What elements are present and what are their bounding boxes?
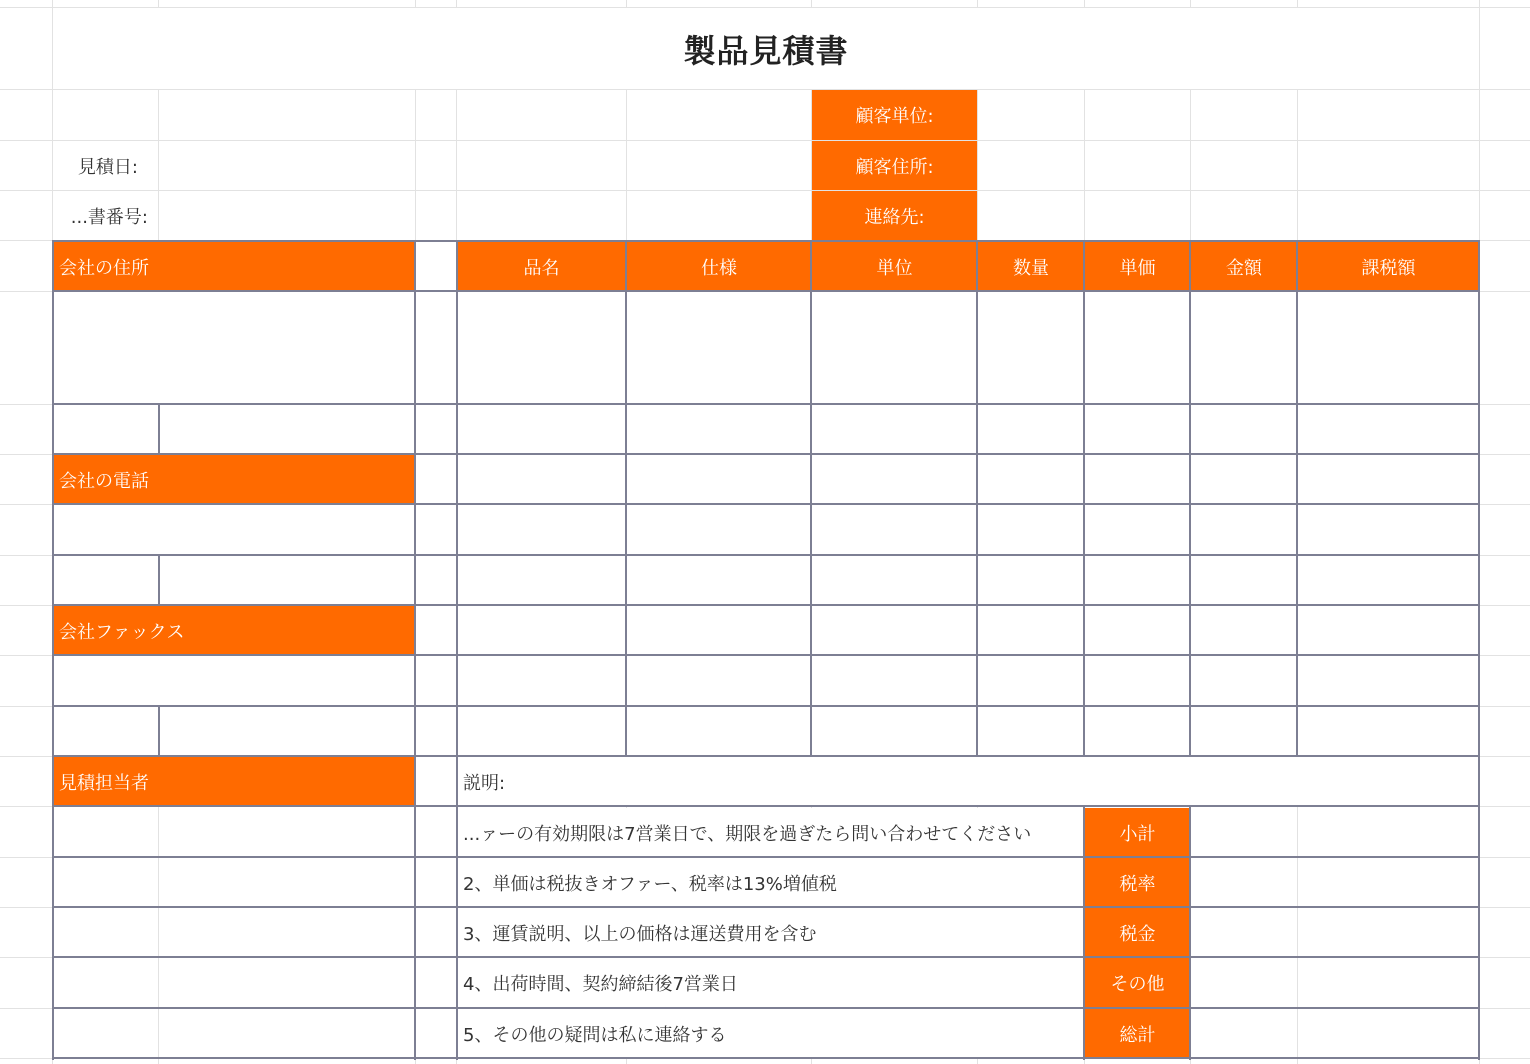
note-text: 2、単価は税抜きオファー、税率は13%増値税	[463, 873, 837, 895]
subtotal-label-cell[interactable]	[1085, 808, 1190, 857]
company-fax-label: 会社ファックス	[59, 621, 185, 643]
header-amount[interactable]	[1191, 242, 1297, 291]
subtotal-label: 小計	[1119, 823, 1156, 845]
quote-date-label: 見積日:	[77, 156, 138, 178]
header-label: 課税額	[1361, 257, 1416, 279]
company-phone-label: 会社の電話	[59, 470, 149, 492]
header-unit-price[interactable]	[1085, 242, 1190, 291]
header-quantity[interactable]	[978, 242, 1084, 291]
table-row[interactable]	[457, 292, 1479, 404]
company-address-value[interactable]	[53, 292, 415, 404]
other-label: その他	[1110, 974, 1165, 995]
customer-unit-label-cell[interactable]	[812, 90, 977, 140]
note-text: ...ァーの有効期限は7営業日で、期限を過ぎたら問い合わせてください	[463, 823, 1032, 845]
customer-address-label: 顧客住所:	[855, 156, 934, 178]
header-label: 単位	[876, 257, 913, 279]
tax-amount-label-cell[interactable]	[1085, 908, 1190, 957]
note-line-3[interactable]	[457, 908, 1084, 957]
note-text: 4、出荷時間、契約締結後7営業日	[463, 974, 738, 995]
customer-contact-label-cell[interactable]	[812, 191, 977, 240]
quote-number-label: ...書番号:	[70, 206, 148, 228]
quote-person-header[interactable]	[53, 757, 415, 806]
header-product-name[interactable]	[457, 242, 626, 291]
note-line-2[interactable]	[457, 858, 1084, 907]
header-spec[interactable]	[627, 242, 811, 291]
note-text: 3、運賃説明、以上の価格は運送費用を含む	[463, 923, 817, 945]
quote-number-label-cell[interactable]	[53, 191, 158, 240]
note-text: 5、その他の疑問は私に連絡する	[463, 1024, 727, 1046]
quote-person-label: 見積担当者	[59, 772, 149, 794]
company-fax-value[interactable]	[53, 656, 415, 706]
header-label: 単価	[1119, 257, 1156, 279]
spacer-column	[416, 292, 456, 756]
page-title: 製品見積書	[683, 31, 849, 70]
tax-rate-label: 税率	[1119, 873, 1156, 895]
company-address-header[interactable]	[53, 242, 415, 291]
company-phone-header[interactable]	[53, 455, 415, 504]
tax-rate-label-cell[interactable]	[1085, 858, 1190, 907]
note-line-1[interactable]	[457, 808, 1084, 857]
header-unit[interactable]	[812, 242, 977, 291]
other-label-cell[interactable]	[1085, 958, 1190, 1008]
company-address-label: 会社の住所	[59, 257, 149, 279]
company-fax-header[interactable]	[53, 606, 415, 655]
title-cell[interactable]	[53, 8, 1479, 89]
header-label: 金額	[1226, 257, 1262, 279]
header-tax[interactable]	[1298, 242, 1479, 291]
grand-total-label-cell[interactable]	[1085, 1009, 1190, 1058]
header-label: 仕様	[701, 257, 737, 279]
customer-address-label-cell[interactable]	[812, 141, 977, 190]
tax-amount-label: 税金	[1119, 923, 1156, 945]
notes-label-cell[interactable]	[457, 757, 1479, 806]
company-phone-value[interactable]	[53, 505, 415, 555]
header-label: 品名	[523, 257, 560, 279]
notes-label: 説明:	[463, 772, 506, 794]
header-label: 数量	[1013, 257, 1049, 279]
customer-unit-label: 顧客単位:	[855, 106, 934, 127]
note-line-4[interactable]	[457, 958, 1084, 1008]
note-line-5[interactable]	[457, 1009, 1084, 1058]
customer-contact-label: 連絡先:	[864, 206, 925, 228]
quote-date-label-cell[interactable]	[53, 141, 158, 190]
grand-total-label: 総計	[1119, 1024, 1156, 1046]
